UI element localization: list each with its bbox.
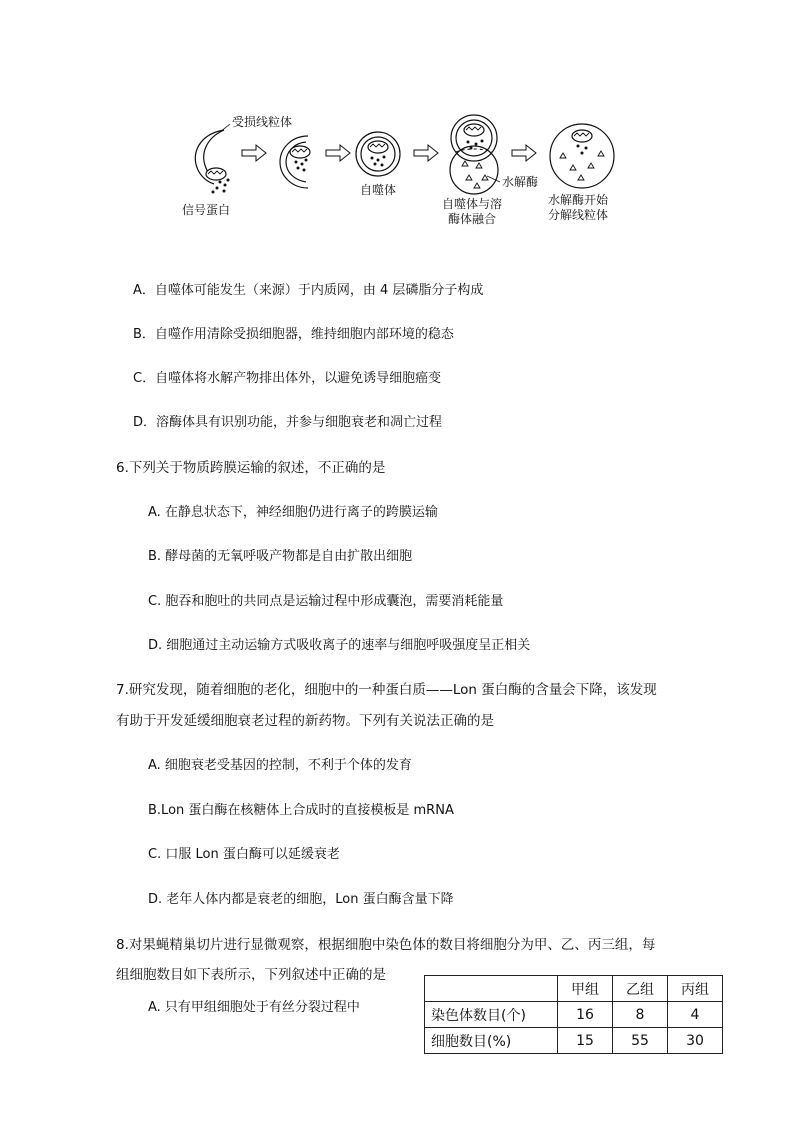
stage-decomposition: [548, 124, 614, 222]
table-header-cell: 甲组: [558, 976, 613, 1002]
table-cell: 15: [558, 1028, 613, 1054]
table-row: [425, 1002, 723, 1028]
arrow-icon: [242, 145, 266, 161]
q7-option-b: B.Lon 蛋白酶在核糖体上合成时的直接模板是 mRNA: [148, 803, 454, 818]
label-fusion-line2: 酶体融合: [448, 212, 497, 226]
label-fusion-line1: 自噬体与溶: [442, 197, 503, 211]
q7-option-c: C. 口服 Lon 蛋白酶可以延缓衰老: [148, 847, 340, 862]
q5-option-a: A．自噬体可能发生（来源）于内质网，由 4 层磷脂分子构成: [133, 283, 484, 298]
q5-option-d: D．溶酶体具有识别功能，并参与细胞衰老和凋亡过程: [133, 415, 443, 430]
q7-stem-line1: 7.研究发现，随着细胞的老化，细胞中的一种蛋白质——Lon 蛋白酶的含量会下降，该发现: [116, 682, 657, 698]
arrow-icon: [326, 145, 350, 161]
table-header-cell: 乙组: [613, 976, 668, 1002]
table-row: [425, 1028, 723, 1054]
table-cell: 55: [613, 1028, 668, 1054]
q7-option-a: A. 细胞衰老受基因的控制，不利于个体的发育: [148, 758, 412, 773]
table-cell: 30: [668, 1028, 723, 1054]
q6-option-a: A. 在静息状态下，神经细胞仍进行离子的跨膜运输: [148, 505, 438, 520]
label-start-line1: 水解酶开始: [548, 193, 609, 207]
table-cell: 4: [668, 1002, 723, 1028]
table-cell: 16: [558, 1002, 613, 1028]
q8-option-a: A. 只有甲组细胞处于有丝分裂过程中: [148, 1000, 360, 1015]
stage-fusion: [442, 115, 538, 226]
arrow-icon: [512, 145, 536, 161]
q5-option-b: B．自噬作用清除受损细胞器，维持细胞内部环境的稳态: [133, 327, 454, 342]
table-header-cell: [425, 976, 558, 1002]
stage-autophagosome: [356, 132, 400, 197]
q6-option-b: B. 酵母菌的无氧呼吸产物都是自由扩散出细胞: [148, 549, 413, 564]
table-cell: 8: [613, 1002, 668, 1028]
q7-option-d: D. 老年人体内都是衰老的细胞，Lon 蛋白酶含量下降: [148, 892, 454, 907]
table-row-label: 染色体数目(个): [425, 1002, 558, 1028]
q7-stem-line2: 有助于开发延缓细胞衰老过程的新药物。下列有关说法正确的是: [116, 713, 494, 729]
table-header-row: [425, 976, 723, 1002]
label-start-line2: 分解线粒体: [548, 208, 609, 222]
label-autophagosome: 自噬体: [360, 183, 397, 197]
q6-stem: 6.下列关于物质跨膜运输的叙述，不正确的是: [116, 460, 386, 476]
cell-group-table: [424, 975, 723, 1054]
stage-damaged-mitochondrion: [182, 114, 292, 217]
label-damaged-mitochondrion: 受损线粒体: [232, 115, 293, 129]
q5-option-c: C．自噬体将水解产物排出体外，以避免诱导细胞癌变: [133, 371, 442, 386]
q6-option-d: D. 细胞通过主动运输方式吸收离子的速率与细胞呼吸强度呈正相关: [148, 638, 531, 653]
stage-engulfing: [280, 136, 310, 188]
table-row-label: 细胞数目(%): [425, 1028, 558, 1054]
autophagy-figure: [180, 108, 620, 238]
table-header-cell: 丙组: [668, 976, 723, 1002]
q8-stem-line2: 组细胞数目如下表所示，下列叙述中正确的是: [116, 967, 386, 983]
arrow-icon: [414, 145, 438, 161]
label-hydrolase: 水解酶: [502, 175, 539, 189]
q6-option-c: C. 胞吞和胞吐的共同点是运输过程中形成囊泡，需要消耗能量: [148, 594, 504, 609]
label-signal-protein: 信号蛋白: [182, 203, 231, 217]
q8-stem-line1: 8.对果蝇精巢切片进行显微观察，根据细胞中染色体的数目将细胞分为甲、乙、丙三组，每: [116, 937, 656, 953]
